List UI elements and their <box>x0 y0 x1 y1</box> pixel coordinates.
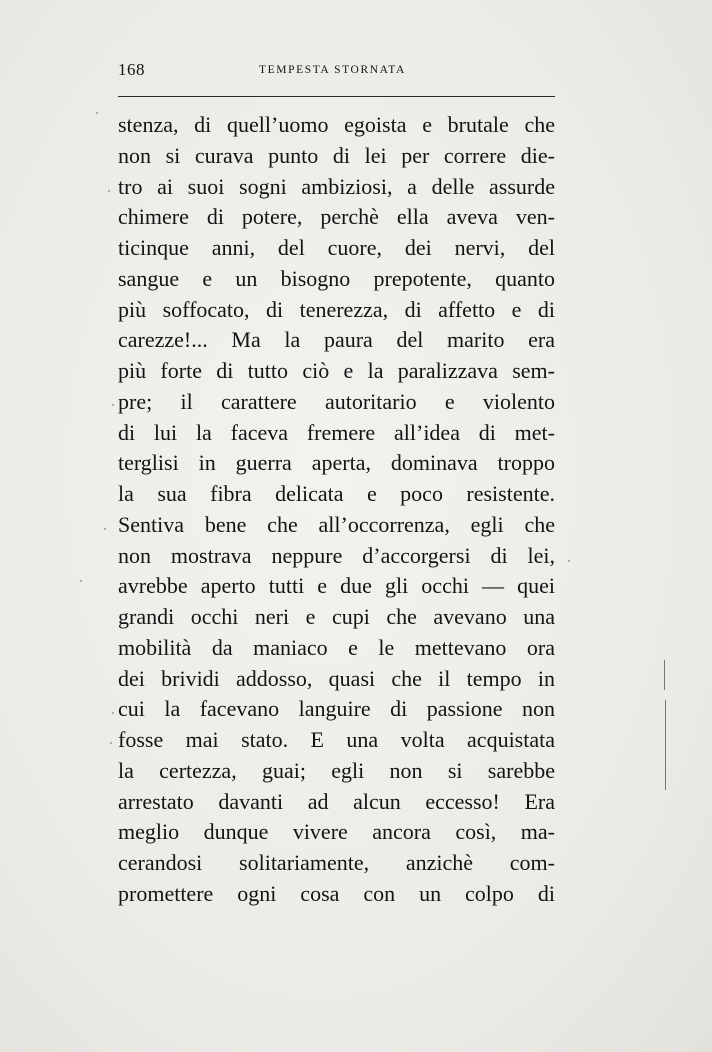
paper-speck <box>96 112 98 114</box>
text-line: pre; il carattere autoritario e violento <box>118 388 555 414</box>
text-line: la certezza, guai; egli non si sarebbe <box>118 757 555 783</box>
margin-mark <box>664 660 665 690</box>
paper-speck <box>112 404 114 406</box>
text-line: fosse mai stato. E una volta acquistata <box>118 727 555 752</box>
page-header <box>118 60 555 84</box>
text-line: carezze!... Ma la paura del marito era <box>118 327 555 353</box>
paper-speck <box>108 190 110 192</box>
text-line: cerandosi solitariamente, anzichè com- <box>118 850 555 875</box>
text-line: promettere ogni cosa con un colpo di <box>118 880 555 906</box>
margin-marks <box>662 660 668 800</box>
paper-speck <box>112 712 114 714</box>
text-line: cui la facevano languire di passione non <box>118 696 555 722</box>
text-line: ticinque anni, del cuore, dei nervi, del <box>118 235 555 260</box>
text-line: la sua fibra delicata e poco resistente. <box>118 481 555 506</box>
text-line: avrebbe aperto tutti e due gli occhi — quei <box>118 573 555 599</box>
text-line: terglisi in guerra aperta, dominava troppo <box>118 450 555 476</box>
header-rule <box>118 96 555 97</box>
paper-speck <box>104 528 106 530</box>
text-line: non mostrava neppure d’accorgersi di lei, <box>118 542 555 568</box>
text-line: tro ai suoi sogni ambiziosi, a delle assurde <box>118 173 555 199</box>
text-line: più forte di tutto ciò e la paralizzava sem- <box>118 358 555 383</box>
text-line: più soffocato, di tenerezza, di affetto e di <box>118 296 555 322</box>
text-line: stenza, di quell’uomo egoista e brutale che <box>118 112 555 137</box>
paper-speck <box>568 560 570 562</box>
body-text <box>118 110 555 910</box>
text-line: grandi occhi neri e cupi che avevano una <box>118 604 555 629</box>
text-line: Sentiva bene che all’occorrenza, egli che <box>118 511 555 537</box>
text-line: sangue e un bisogno prepotente, quanto <box>118 265 555 291</box>
text-line: chimere di potere, perchè ella aveva ven- <box>118 204 555 230</box>
text-line: dei brividi addosso, quasi che il tempo in <box>118 665 555 691</box>
page-number: 168 <box>118 60 145 79</box>
text-line: meglio dunque vivere ancora così, ma- <box>118 819 555 845</box>
text-line: arrestato davanti ad alcun eccesso! Era <box>118 788 555 814</box>
paper-speck <box>110 742 112 744</box>
paper-speck <box>80 580 82 582</box>
margin-mark <box>665 700 666 790</box>
text-line: non si curava punto di lei per correre die- <box>118 142 555 168</box>
running-title: TEMPESTA STORNATA <box>259 64 406 76</box>
text-line: mobilità da maniaco e le mettevano ora <box>118 634 555 660</box>
text-line: di lui la faceva fremere all’idea di met- <box>118 419 555 445</box>
